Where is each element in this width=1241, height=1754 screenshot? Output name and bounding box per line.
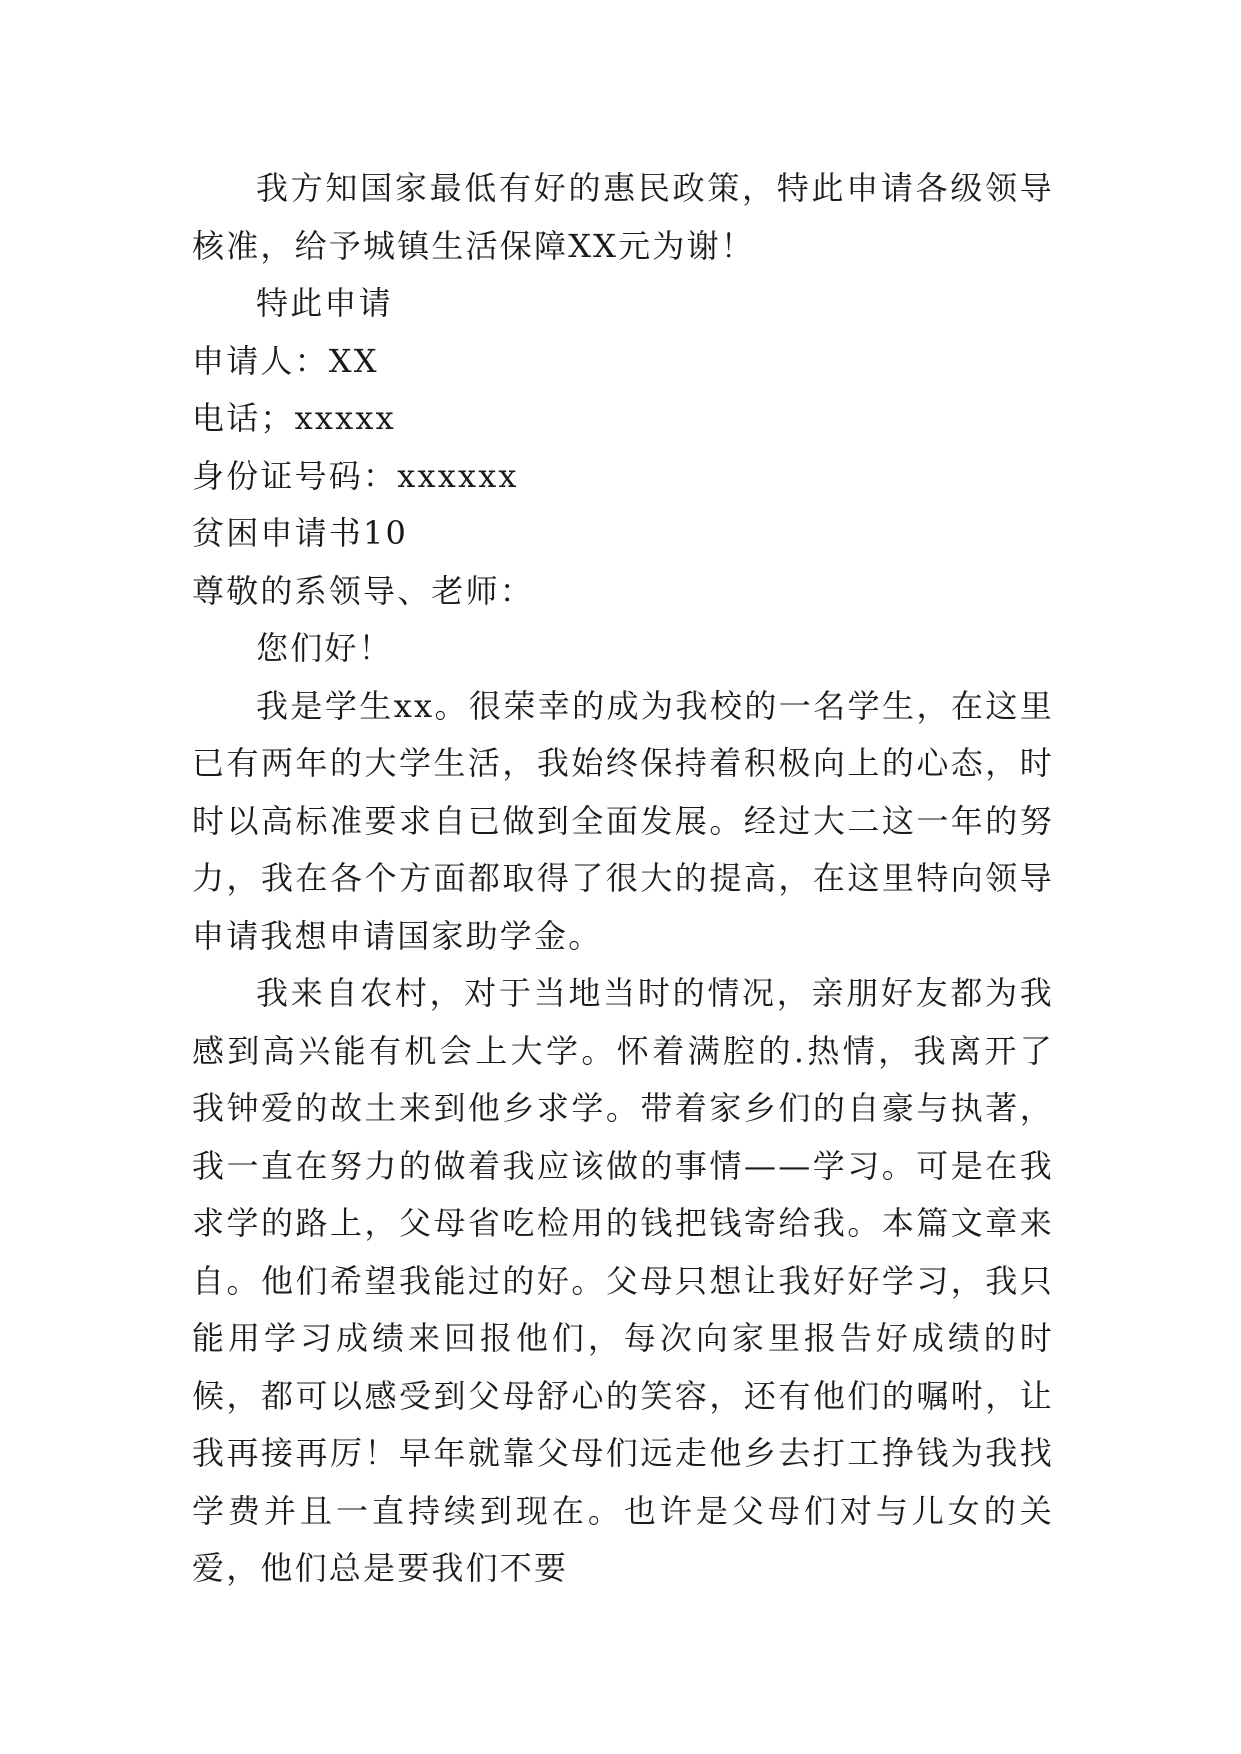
document-body: [192, 160, 1054, 1598]
id-number-line: 身份证号码：xxxxxx: [192, 456, 519, 495]
paragraph-introduction: 我是学生xx。很荣幸的成为我校的一名学生，在这里已有两年的大学生活，我始终保持着积极向上的心态，时时以高标准要求自已做到全面发展。经过大二这一年的努力，我在各个方面都取得了很大的提高，在这里特向领导申请我想申请国家助学金。: [192, 686, 1054, 955]
greeting: 您们好！: [256, 629, 393, 667]
paragraph-closing-phrase: 特此申请: [256, 284, 393, 322]
paragraph-background: 我来自农村，对于当地当时的情况，亲朋好友都为我感到高兴能有机会上大学。怀着满腔的.热情，我离开了我钟爱的故土来到他乡求学。带着家乡们的自豪与执著，我一直在努力的做着我应该做的事情——学习。可是在我求学的路上，父母省吃检用的钱把钱寄给我。本篇文章来自。他们希望我能过的好。父母只想让我好好学习，我只能用学习成绩来回报他们，每次向家里报告好成绩的时候，都可以感受到父母舒心的笑容，还有他们的嘱咐，让我再接再厉！早年就靠父母们远走他乡去打工挣钱为我找学费并且一直持续到现在。也许是父母们对与儿女的关爱，他们总是要我们不要: [192, 974, 1054, 1587]
applicant-line: 申请人：XX: [192, 341, 379, 380]
paragraph-policy-request: 我方知国家最低有好的惠民政策，特此申请各级领导核准，给予城镇生活保障XX元为谢！: [192, 169, 1054, 265]
salutation: 尊敬的系领导、老师：: [192, 571, 535, 610]
section-title: 贫困申请书10: [192, 514, 409, 552]
phone-line: 电话；xxxxx: [192, 399, 396, 437]
